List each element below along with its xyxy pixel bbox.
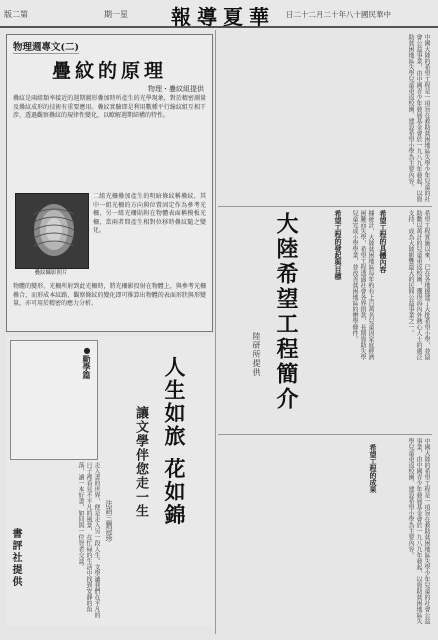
column-tag: 物理週專文(二): [13, 39, 79, 54]
publication-date: 日二十二月二十年八十國民華中: [286, 10, 391, 19]
article-text-right: 希望工程實施以來，已在各地援建了大批希望小學，並協助數以萬計的兒童重返校園，獲得海內外熱心人士的廣泛支持，成為大陸影響最大的民間公益事業之一。: [407, 210, 430, 360]
article-headline: 人生如旅 花如錦: [162, 356, 187, 527]
page-number: 版二第: [4, 10, 28, 19]
article-project-hope: [218, 34, 432, 630]
article-literature: [6, 336, 216, 626]
section-divider: [218, 206, 432, 207]
sidebar-label: ●勤學篇: [82, 345, 92, 379]
article-subtitle: 讓文學伴您走一生: [133, 406, 148, 518]
article-text-top: 中國大陸的希望工程是一項旨在救助貧困地區失學少年兒童的社會公益事業，由中國青少年發展基金會於一九八九年發起，以資助貧困地區失學兒童重返校園、建設希望小學為主要內容。: [407, 34, 430, 202]
article-moire: [6, 34, 213, 332]
article-author: 陸研所提供: [252, 332, 261, 377]
issue-number: 期一星: [104, 10, 128, 19]
article-body: 走入書的世界，便是走入另一段人生。文學讓我們在平凡的日子裡看見不平凡的風景，在忙碌的生活中找到安靜的角落，讀一本好書，如同與一位智者交談。: [77, 462, 100, 618]
moire-photo-image: [16, 194, 88, 268]
article-headline: 大陸希望工程簡介: [273, 212, 299, 412]
article-bottom-text: 物體的變形，光柵所射到此光柵時，將光柵影投射在物體上，與參考光柵疊合，而形成本紋路，觀察條紋的變化即可推算出物體的表面形狀與形變量，亦可用於精密的應力分析。: [13, 283, 206, 307]
section-heading: 希望工程的發起與目標: [334, 210, 343, 280]
photo-caption: 疊紋攝影照片: [34, 270, 68, 276]
newspaper-title: 報導夏華: [171, 5, 275, 29]
section-heading: 希望工程的成果: [369, 444, 378, 493]
article-byline: 物理・疊紋組提供: [148, 85, 204, 93]
article-headline: 疊紋的原理: [51, 60, 167, 82]
article-text-mid: 據統計，大陸貧困地區每年約有上百萬名兒童因家庭經濟困難而失學，希望工程透過社會各界捐款，長期資助失學兒童完成小學學業，並改善貧困地區的辦學條件。: [351, 210, 374, 360]
article-author: 法語三劉冠珍: [105, 500, 113, 542]
masthead: [0, 0, 438, 28]
section-heading: 希望工程的具體內容: [379, 210, 388, 273]
section-divider: [218, 434, 432, 435]
sidebar-box: [10, 340, 98, 460]
article-lead: 疊紋是兩組類率接近的週期圖形疊加時所產生的光學現象，對於精密測量及疊紋成形的技術有重要應用。疊紋實驗即是利用數種平行線紋組互相干涉，透過觀察疊紋的規律性變化，以瞭解週期結構的特性。: [13, 95, 206, 119]
article-side-text: 二組光柵疊加產生的明暗條紋稱疊紋，其中一組光柵的方向與位置固定作為參考光柵，另一組光柵貼附在物體表面稱模板光柵，當兩者間產生相對位移時疊紋隨之變化。: [93, 193, 206, 234]
book-review-credit: 書評社提供: [10, 528, 21, 588]
article-text-bottom: 中國大陸的希望工程是一項旨在救助貧困地區失學少年兒童的社會公益事業，由中國青少年發展基金會於一九八九年發起，以資助貧困地區失學兒童重返校園、建設希望小學為主要內容。: [407, 438, 430, 624]
moire-photo: [15, 193, 89, 269]
column-divider: [215, 30, 216, 634]
